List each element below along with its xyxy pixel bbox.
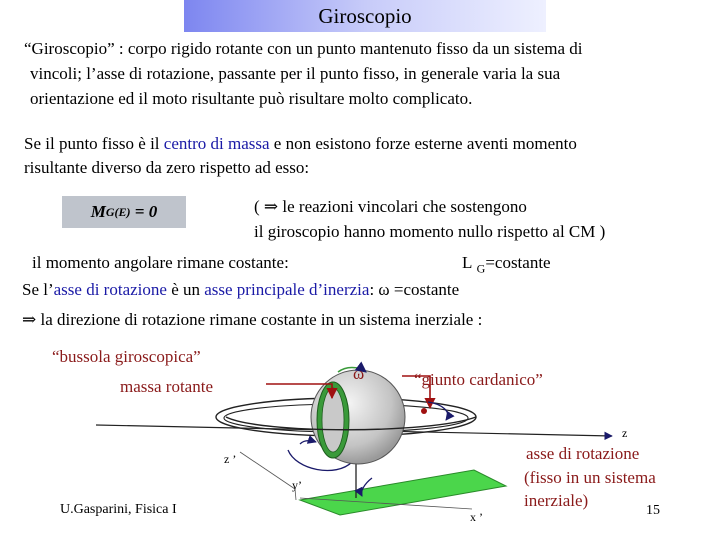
gimbal-ring-inner (322, 388, 344, 452)
rotation-arrow-bottom (300, 441, 316, 444)
equation-rhs: = 0 (134, 202, 158, 221)
z-prime-axis (240, 452, 295, 489)
slide-title: Giroscopio (318, 3, 412, 28)
principal-highlight-1: asse di rotazione (53, 280, 167, 299)
reactions-line-1: ( ⇒ le reazioni vincolari che sostengono (254, 197, 527, 216)
axis-caption-line-1: asse di rotazione (526, 444, 640, 463)
axis-x-prime-label: x ’ (470, 510, 483, 524)
principal-part-2: è un (166, 280, 205, 299)
principal-part-1: Se l’ (22, 280, 54, 299)
angular-sub: G (476, 261, 486, 276)
equation-symbol: M (90, 202, 106, 221)
compass-label: “bussola giroscopica” (52, 347, 201, 366)
principal-part-3: : ω =costante (369, 280, 460, 299)
mass-label: massa rotante (120, 377, 213, 396)
axis-z-label: z (622, 426, 628, 440)
intro-line-3: orientazione ed il moto risultante può risultare molto complicato. (30, 89, 473, 108)
equation-sup: (E) (114, 204, 131, 219)
base-platform (300, 470, 506, 515)
footer-author: U.Gasparini, Fisica I (60, 502, 177, 517)
angular-rhs: =costante (485, 253, 551, 272)
gimbal-label: “giunto cardanico” (414, 370, 543, 389)
reactions-line-2: il giroscopio hanno momento nullo rispetto al CM ) (254, 222, 606, 241)
intro-line-2: vincoli; l’asse di rotazione, passante per il punto fisso, in generale varia la sua (30, 64, 561, 83)
equation-sub: G (105, 204, 115, 219)
axis-z-prime-label: z ’ (224, 452, 237, 466)
page-number: 15 (646, 503, 660, 518)
intro-line-1: “Giroscopio” : corpo rigido rotante con un punto mantenuto fisso da un sistema di (24, 39, 583, 58)
condition-line-2: risultante diverso da zero rispetto ad esso: (24, 158, 310, 177)
axis-caption-line-2: (fisso in un sistema (524, 468, 656, 487)
condition-part-2: e non esistono forze esterne aventi momento (269, 134, 577, 153)
axis-caption-line-3: inerziale) (524, 491, 589, 510)
condition-highlight: centro di massa (163, 134, 270, 153)
angular-symbol: L (462, 253, 473, 272)
condition-part-1: Se il punto fisso è il (24, 134, 164, 153)
angular-text: il momento angolare rimane costante: (32, 253, 289, 272)
direction-line: ⇒ la direzione di rotazione rimane costante in un sistema inerziale : (22, 310, 483, 329)
omega-label: ω (353, 364, 365, 383)
principal-highlight-2: asse principale d’inerzia (204, 280, 370, 299)
gimbal-pivot-dot (421, 408, 427, 414)
axis-y-prime-label: y’ (292, 478, 302, 492)
